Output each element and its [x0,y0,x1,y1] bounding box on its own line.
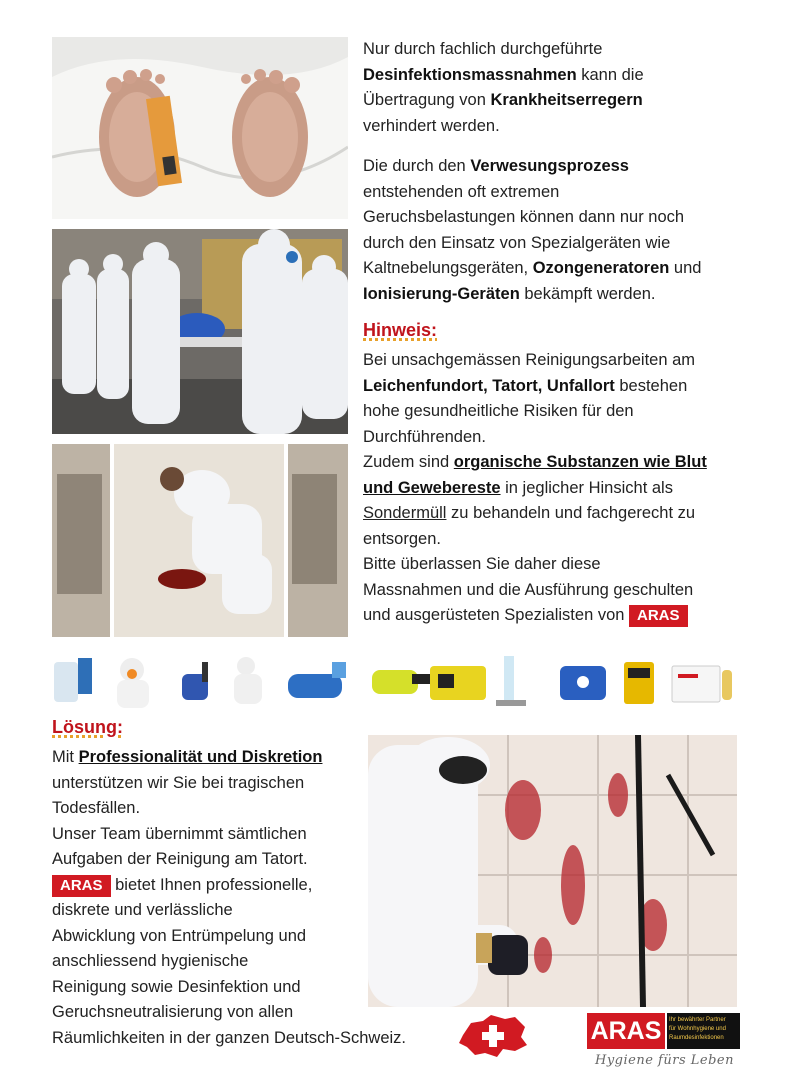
aras-logo [587,1013,740,1075]
yellow-ulv-fogger-icon [372,670,434,694]
yellow-dehumidifier-icon [624,662,654,704]
blue-cold-fogger-icon [288,662,346,698]
blood-wall-cleaning-photo [368,735,737,1007]
aras-logo-wordmark: ARAS [587,1013,665,1049]
hazmat-team-photo [52,229,348,434]
aras-logo-tagline: Ihr bewährter Partner für Wohnhygiene und Raumdesinfektionen [667,1013,740,1049]
test-kit-box-icon [672,666,732,702]
feet-toe-tag-photo [52,37,348,219]
yellow-ozone-generator-icon [430,666,486,700]
floor-cleaning-photo [52,444,348,637]
glove-sprayer-icon [54,658,92,702]
equipment-strip [52,652,742,710]
intro-paragraph: Nur durch fachlich durchgeführte Desinfektionsmassnahmen kann die Übertragung von Krankheitserregern verhindert werden. [363,40,644,135]
loesung-paragraph: Mit Professionalität und Diskretion unterstützen wir Sie bei tragischen Todesfällen. Unser Team übernimmt sämtlichen Aufgaben der Reinigung am Tatort. ARAS bietet Ihnen professionelle, diskrete und verlässliche Abwicklung von Entrümpelung und anschliessend hygienische Reinigung sowie Desinfektion und Geruchsneutralisierung von allen Räumlichkeiten in der ganzen Deutsch-Schweiz. [52,748,407,1047]
respirator-worker-icon [117,658,149,708]
swiss-map-icon [457,1013,529,1059]
blue-ozone-box-icon [560,666,606,700]
odor-paragraph: Die durch den Verwesungsprozess entstehenden oft extremen Geruchsbelastungen können dann nur noch durch den Einsatz von Spezialgeräten wie Kaltnebelungsgeräten, Ozongeneratoren und Ionisierung-Geräten bekämpft werden. [363,157,702,303]
hinweis-heading: Hinweis: [363,320,438,340]
uv-lamp-icon [496,656,526,706]
kneeling-worker-icon [234,657,262,704]
aras-badge: ARAS [629,605,688,627]
aras-slogan: Hygiene fürs Leben [595,1053,734,1068]
loesung-heading: Lösung: [52,717,123,737]
aras-badge: ARAS [52,875,111,897]
hinweis-paragraph: Bei unsachgemässen Reinigungsarbeiten am Leichenfundort, Tatort, Unfallort bestehen hohe gesundheitliche Risiken für den Durchführenden. Zudem sind organische Substanzen wie Blut und Gewebereste in jeglicher Hinsicht als Sondermüll zu behandeln und fachgerecht zu entsorgen. Bitte überlassen Sie daher diese Massnahmen und die Ausführung geschulten und ausgerüsteten Spezialisten von ARAS [363,348,778,629]
fogger-sprayer-icon [182,662,208,700]
